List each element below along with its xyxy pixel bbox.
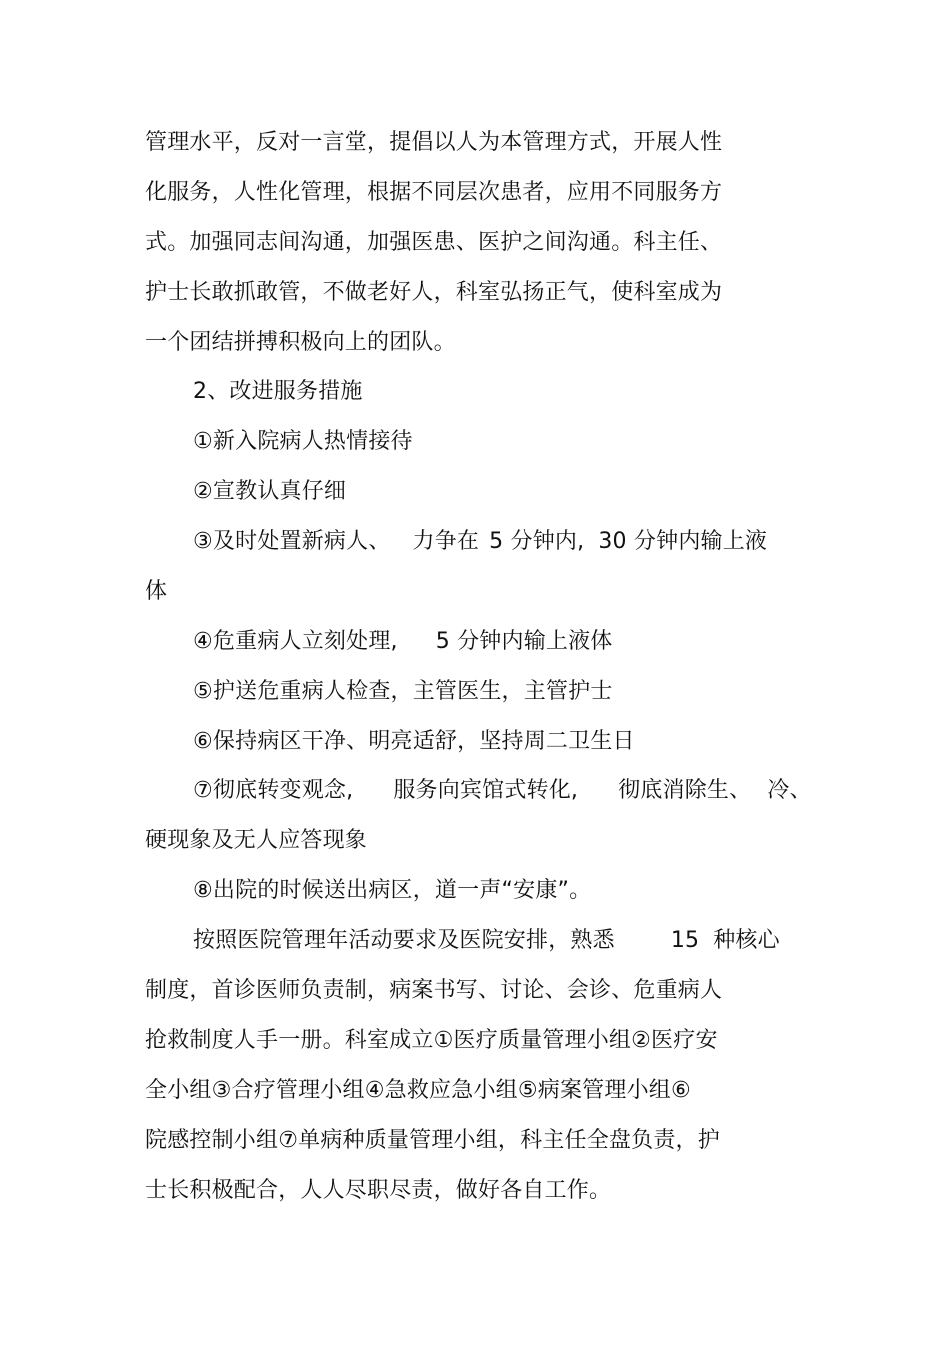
list-item-text: 30 分钟内输上液 [598, 529, 768, 554]
list-item-text: 彻底消除生、 [618, 778, 752, 803]
paragraph-text: 15 [670, 928, 700, 953]
list-item-text: ⑦彻底转变观念, [193, 778, 354, 803]
paragraph-line: 一个团结拼搏积极向上的团队。 [145, 330, 456, 355]
list-item-continuation: 体 [145, 579, 168, 604]
paragraph-text: 按照医院管理年活动要求及医院安排，熟悉 [193, 928, 615, 953]
paragraph-line [193, 926, 780, 956]
paragraph-line: 管理水平，反对一言堂，提倡以人为本管理方式，开展人性 [145, 130, 723, 155]
list-item-text: 冷、 [767, 778, 812, 803]
list-item [193, 627, 613, 657]
section-heading: 2、改进服务措施 [193, 379, 363, 404]
list-item-text: 5 分钟内输上液体 [435, 629, 613, 654]
list-item [193, 527, 767, 557]
list-item: ⑥保持病区干净、明亮适舒，坚持周二卫生日 [193, 729, 635, 754]
list-item [193, 776, 812, 806]
list-item: ⑧出院的时候送出病区，道一声“安康”。 [193, 878, 592, 903]
list-item-text: 力争在 [412, 529, 480, 554]
paragraph-line: 制度，首诊医师负责制，病案书写、讨论、会诊、危重病人 [145, 978, 723, 1003]
list-item-text: ③及时处置新病人、 [193, 529, 391, 554]
paragraph-line: 抢救制度人手一册。科室成立①医疗质量管理小组②医疗安 [145, 1028, 718, 1053]
list-item-continuation: 硬现象及无人应答现象 [145, 828, 368, 853]
list-item-text: 5 分钟内, [489, 529, 585, 554]
paragraph-line: 式。加强同志间沟通，加强医患、医护之间沟通。科主任、 [145, 230, 723, 255]
list-item: ①新入院病人热情接待 [193, 429, 413, 454]
paragraph-line: 化服务，人性化管理，根据不同层次患者，应用不同服务方 [145, 180, 723, 205]
paragraph-line: 护士长敢抓敢管，不做老好人，科室弘扬正气，使科室成为 [145, 280, 723, 305]
paragraph-text: 种核心 [713, 928, 780, 953]
list-item-text: 服务向宾馆式转化, [393, 778, 579, 803]
list-item-text: ④危重病人立刻处理, [193, 629, 398, 654]
paragraph-line: 全小组③合疗管理小组④急救应急小组⑤病案管理小组⑥ [145, 1078, 691, 1103]
list-item: ②宣教认真仔细 [193, 479, 347, 504]
list-item: ⑤护送危重病人检查，主管医生，主管护士 [193, 679, 613, 704]
paragraph-line: 院感控制小组⑦单病种质量管理小组，科主任全盘负责，护 [145, 1128, 720, 1153]
paragraph-line: 士长积极配合，人人尽职尽责，做好各自工作。 [145, 1178, 612, 1203]
